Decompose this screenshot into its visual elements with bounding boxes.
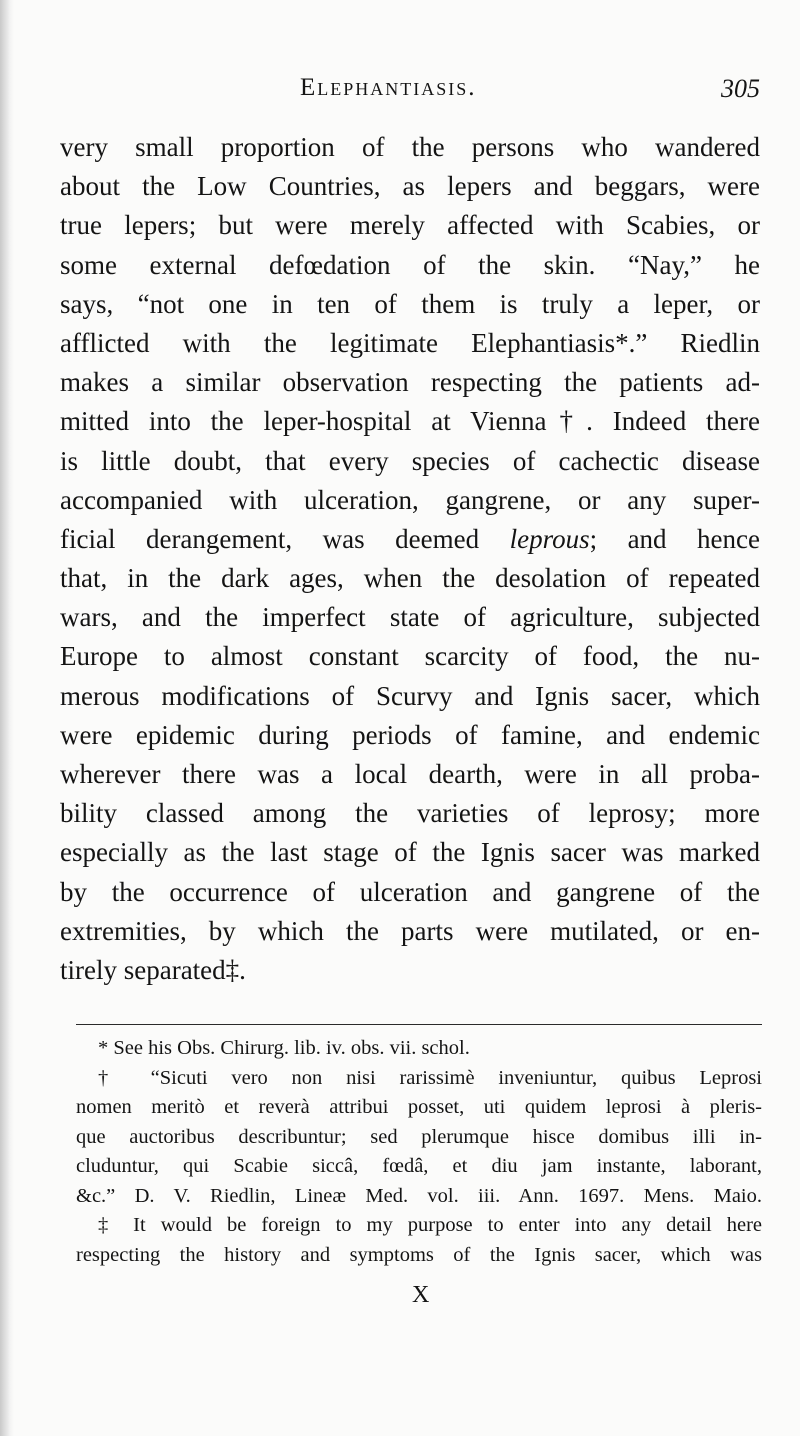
footnote-line: respecting the history and symptoms of the Ignis sacer, which was bbox=[76, 1243, 762, 1266]
body-line: bility classed among the varieties of leprosy; more bbox=[60, 798, 760, 829]
footnote-rule bbox=[76, 1024, 762, 1025]
page-number: 305 bbox=[721, 74, 760, 103]
body-line: very small proportion of the persons who wandered bbox=[60, 132, 760, 162]
body-line: merous modifications of Scurvy and Ignis sacer, which bbox=[60, 680, 760, 711]
body-line: true lepers; but were merely affected with Scabies, or bbox=[60, 210, 760, 241]
body-line: about the Low Countries, as lepers and beggars, were bbox=[60, 171, 760, 202]
page-gutter-shadow bbox=[0, 0, 14, 1436]
footnote-line: cluduntur, qui Scabie siccâ, fœdâ, et diu jam instante, laborant, bbox=[76, 1155, 762, 1177]
running-title: Elephantiasis. bbox=[300, 74, 477, 101]
body-line: tirely separated‡. bbox=[60, 954, 246, 985]
body-line: Europe to almost constant scarcity of food, the nu- bbox=[60, 641, 760, 672]
body-line: says, “not one in ten of them is truly a leper, or bbox=[60, 288, 760, 319]
footnotes bbox=[76, 1034, 762, 1270]
body-line: that, in the dark ages, when the desolation of repeated bbox=[60, 563, 760, 594]
footnote-line: † “Sicuti vero non nisi rarissimè inveniuntur, quibus Leprosi bbox=[98, 1066, 762, 1089]
body-line-with-italic bbox=[60, 520, 760, 559]
body-line: by the occurrence of ulceration and gangrene of the bbox=[60, 876, 760, 907]
body-line: especially as the last stage of the Ignis sacer was marked bbox=[60, 837, 760, 868]
body-text bbox=[60, 128, 760, 990]
body-line: accompanied with ulceration, gangrene, or any super- bbox=[60, 484, 760, 515]
body-line: wars, and the imperfect state of agriculture, subjected bbox=[60, 602, 760, 633]
footnote-line: que auctoribus describuntur; sed plerumque hisce domibus illi in- bbox=[76, 1125, 762, 1148]
body-line: extremities, by which the parts were mutilated, or en- bbox=[60, 915, 760, 946]
body-line: afflicted with the legitimate Elephantiasis*.” Riedlin bbox=[60, 327, 760, 358]
body-line: were epidemic during periods of famine, and endemic bbox=[60, 719, 760, 750]
body-line: is little doubt, that every species of cachectic disease bbox=[60, 445, 760, 476]
italic-word: leprous bbox=[509, 523, 590, 554]
footnote-line: nomen meritò et reverà attribui posset, uti quidem leprosi à pleris- bbox=[76, 1096, 762, 1118]
body-line: makes a similar observation respecting the patients ad- bbox=[60, 367, 760, 398]
signature-mark: X bbox=[412, 1282, 430, 1308]
body-line: mitted into the leper-hospital at Vienna†. Indeed there bbox=[60, 406, 760, 437]
footnote-line: &c.” D. V. Riedlin, Lineæ Med. vol. iii. Ann. 1697. Mens. Maio. bbox=[76, 1184, 762, 1207]
body-line: some external defœdation of the skin. “Nay,” he bbox=[60, 249, 760, 280]
footnote-line: ‡ It would be foreign to my purpose to enter into any detail here bbox=[98, 1214, 762, 1236]
running-head bbox=[60, 74, 760, 114]
body-line: wherever there was a local dearth, were in all proba- bbox=[60, 759, 760, 789]
footnote-line: * See his Obs. Chirurg. lib. iv. obs. vii. schol. bbox=[98, 1037, 470, 1059]
body-line-text: ; and hence bbox=[589, 523, 760, 554]
body-line-text: ficial derangement, was deemed bbox=[60, 523, 510, 554]
